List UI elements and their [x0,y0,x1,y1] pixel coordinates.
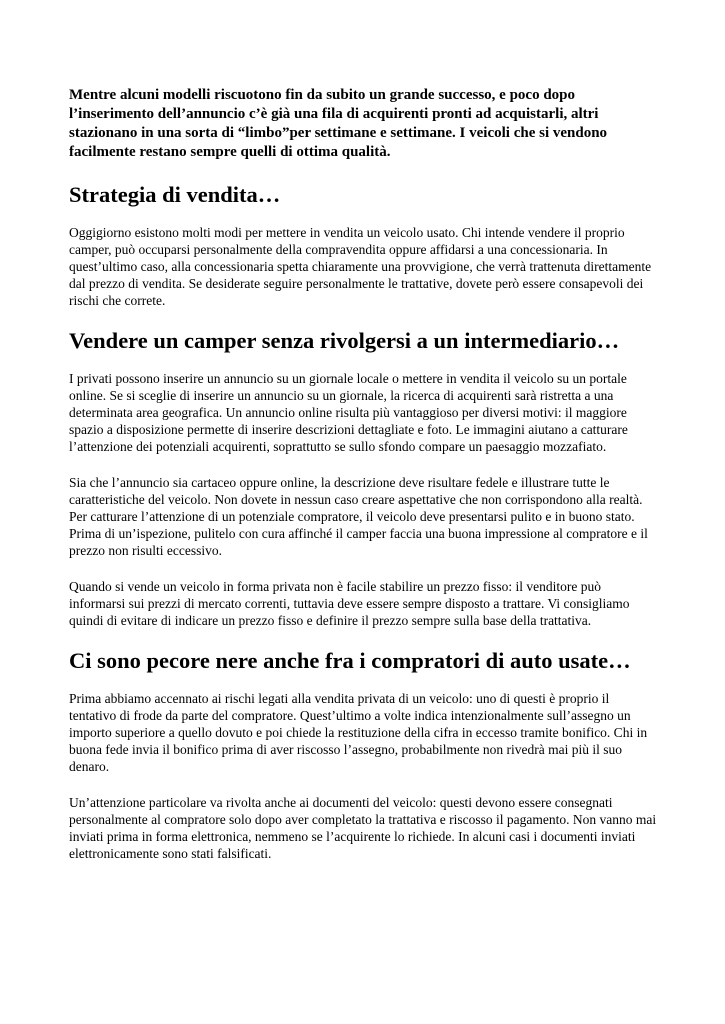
body-paragraph: Sia che l’annuncio sia cartaceo oppure online, la descrizione deve risultare fedele e illustrare tutte le caratteristiche del veicolo. Non dovete in nessun caso creare aspettative che non corrispondono alla realtà. Per catturare l’attenzione di un potenziale compratore, il veicolo deve presentarsi pulito e in buono stato. Prima di un’ispezione, pulitelo con cura affinché il camper faccia una buona impressione al compratore e il prezzo non risulti eccessivo. [69,475,648,558]
section-sales-strategy [69,182,659,309]
body-paragraph: I privati possono inserire un annuncio su un giornale locale o mettere in vendita il veicolo su un portale online. Se si sceglie di inserire un annuncio su un giornale, la ricerca di acquirenti sarà ristretta a una determinata area geografica. Un annuncio online risulta più vantaggioso per diversi motivi: il maggiore spazio a disposizione permette di inserire descrizioni dettagliate e foto. Le immagini aiutano a catturare l’attenzione dei potenziali acquirenti, soprattutto se sullo sfondo compare un paesaggio mozzafiato. [69,371,628,454]
intro-paragraph: Mentre alcuni modelli riscuotono fin da subito un grande successo, e poco dopo l’inserimento dell’annuncio c’è già una fila di acquirenti pronti ad acquistarli, altri stazionano in una sorta di “limbo”per settimane e settimane. I veicoli che si vendono facilmente restano sempre quelli di ottima qualità. [69,87,608,160]
body-paragraph: Quando si vende un veicolo in forma privata non è facile stabilire un prezzo fisso: il venditore può informarsi sui prezzi di mercato correnti, tuttavia deve essere sempre disposto a trattare. Vi consigliamo quindi di evitare di indicare un prezzo fisso e definire il prezzo sempre sulla base della trattativa. [69,579,630,628]
section-fraud-warning [69,648,659,862]
section-heading: Strategia di vendita… [69,182,281,207]
body-paragraph: Prima abbiamo accennato ai rischi legati alla vendita privata di un veicolo: uno di questi è proprio il tentativo di frode da parte del compratore. Quest’ultimo a volte indica intenzionalmente sull’assegno un importo superiore a quello dovuto e poi chiede la restituzione della cifra in eccesso tramite bonifico. Chi in buona fede invia il bonifico prima di aver riscosso l’assegno, probabilmente non rivedrà mai più il suo denaro. [69,691,648,774]
section-heading: Vendere un camper senza rivolgersi a un intermediario… [69,328,620,353]
body-paragraph: Oggigiorno esistono molti modi per mettere in vendita un veicolo usato. Chi intende vendere il proprio camper, può occuparsi personalmente della compravendita oppure affidarsi a una concessionaria. In quest’ultimo caso, alla concessionaria spetta chiaramente una provvigione, che verrà trattenuta direttamente dal prezzo di vendita. Se desiderate seguire personalmente le trattative, dovete però essere consapevoli dei rischi che correte. [69,225,652,308]
section-heading: Ci sono pecore nere anche fra i compratori di auto usate… [69,648,631,673]
section-private-sale [69,328,659,629]
document-page [69,86,659,862]
body-paragraph: Un’attenzione particolare va rivolta anche ai documenti del veicolo: questi devono essere consegnati personalmente al compratore solo dopo aver completato la trattativa e riscosso il pagamento. Non vanno mai inviati prima in forma elettronica, nemmeno se l’acquirente lo richiede. In alcuni casi i documenti inviati elettronicamente sono stati falsificati. [69,795,657,861]
